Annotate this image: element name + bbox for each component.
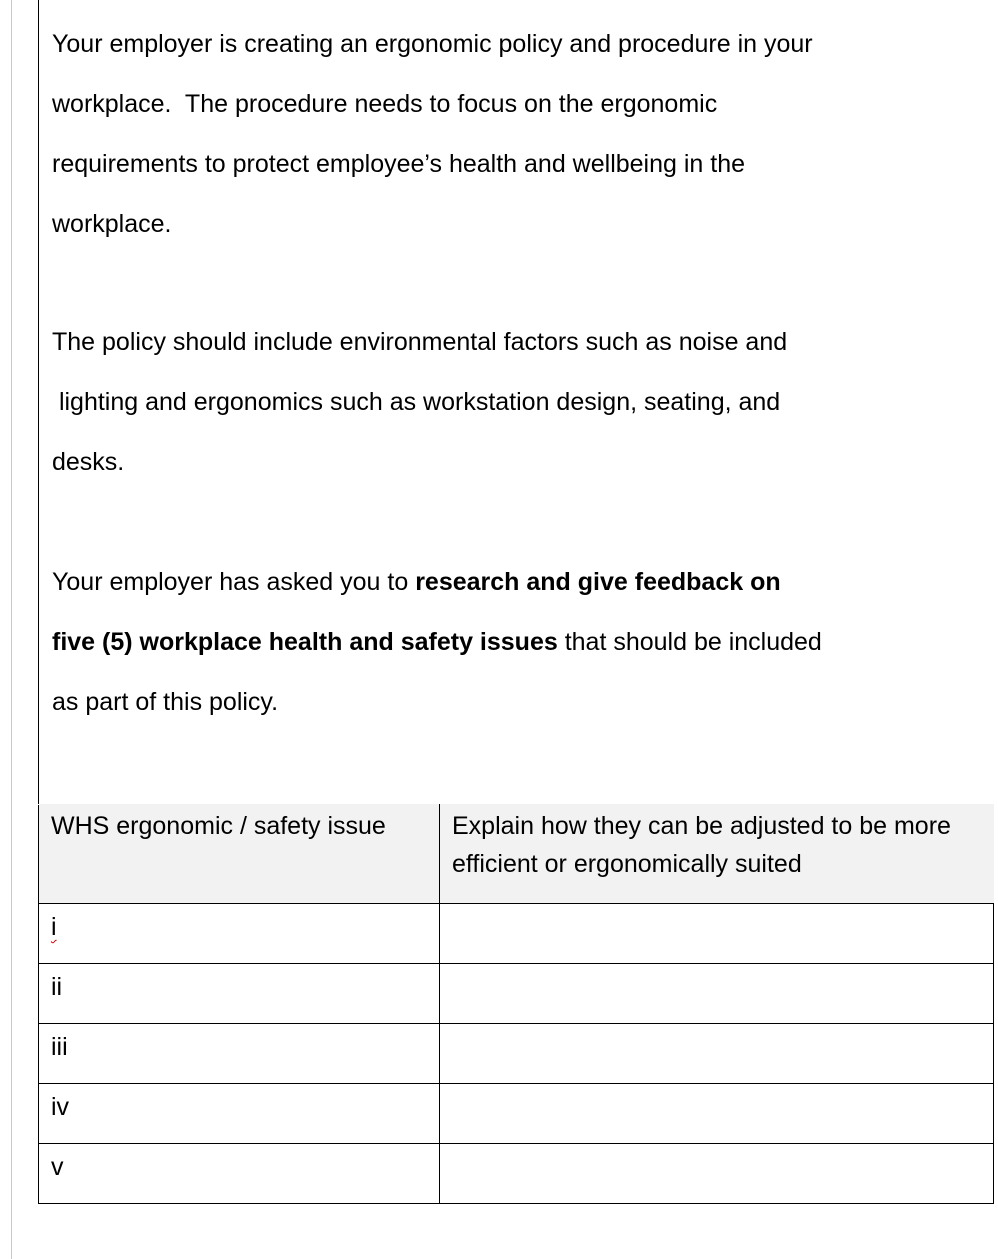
issue-cell[interactable] <box>39 1084 440 1144</box>
issue-cell[interactable] <box>39 964 440 1024</box>
issue-cell[interactable] <box>39 904 440 964</box>
paragraph-line: workplace. <box>52 210 172 238</box>
explanation-cell[interactable] <box>440 904 994 964</box>
paragraph-line: Your employer is creating an ergonomic policy and procedure in your <box>52 30 813 58</box>
paragraph-line: workplace. The procedure needs to focus on the ergonomic <box>52 90 718 118</box>
explanation-cell[interactable] <box>440 1024 994 1084</box>
explanation-cell[interactable] <box>440 1144 994 1204</box>
table-header-row <box>39 805 994 904</box>
paragraph-line: requirements to protect employee’s health and wellbeing in the <box>52 150 746 178</box>
explanation-cell[interactable] <box>440 964 994 1024</box>
table-row <box>39 904 994 964</box>
paragraph-line <box>52 612 952 672</box>
table-row <box>39 1144 994 1204</box>
task-instruction-paragraph <box>52 552 952 732</box>
table-row <box>39 1024 994 1084</box>
header-issue: WHS ergonomic / safety issue <box>39 805 440 904</box>
instruction-emphasis: research and give feedback on <box>415 568 781 596</box>
policy-scope-paragraph <box>52 312 952 492</box>
header-explanation: Explain how they can be adjusted to be more efficient or ergonomically suited <box>440 805 994 904</box>
page-edge-line <box>11 0 12 1259</box>
table-row <box>39 964 994 1024</box>
paragraph-line: The policy should include environmental factors such as noise and <box>52 328 788 356</box>
content-border-line <box>38 0 39 805</box>
instruction-text: Your employer has asked you to <box>52 568 416 596</box>
paragraph-line: as part of this policy. <box>52 688 279 716</box>
issue-number: iv <box>51 1093 70 1121</box>
issue-number: iii <box>51 1033 68 1061</box>
issue-cell[interactable] <box>39 1024 440 1084</box>
issue-number: i <box>51 913 57 941</box>
paragraph-line: desks. <box>52 448 125 476</box>
paragraph-line <box>52 552 952 612</box>
whs-issues-table <box>38 804 994 1204</box>
table-row <box>39 1084 994 1144</box>
issue-number: ii <box>51 973 63 1001</box>
issue-number: v <box>51 1153 64 1181</box>
issue-cell[interactable] <box>39 1144 440 1204</box>
paragraph-line: lighting and ergonomics such as workstation design, seating, and <box>52 388 781 416</box>
task-intro-paragraph <box>52 14 952 254</box>
instruction-emphasis: five (5) workplace health and safety issues <box>52 628 558 656</box>
instruction-text: that should be included <box>557 628 822 656</box>
explanation-cell[interactable] <box>440 1084 994 1144</box>
